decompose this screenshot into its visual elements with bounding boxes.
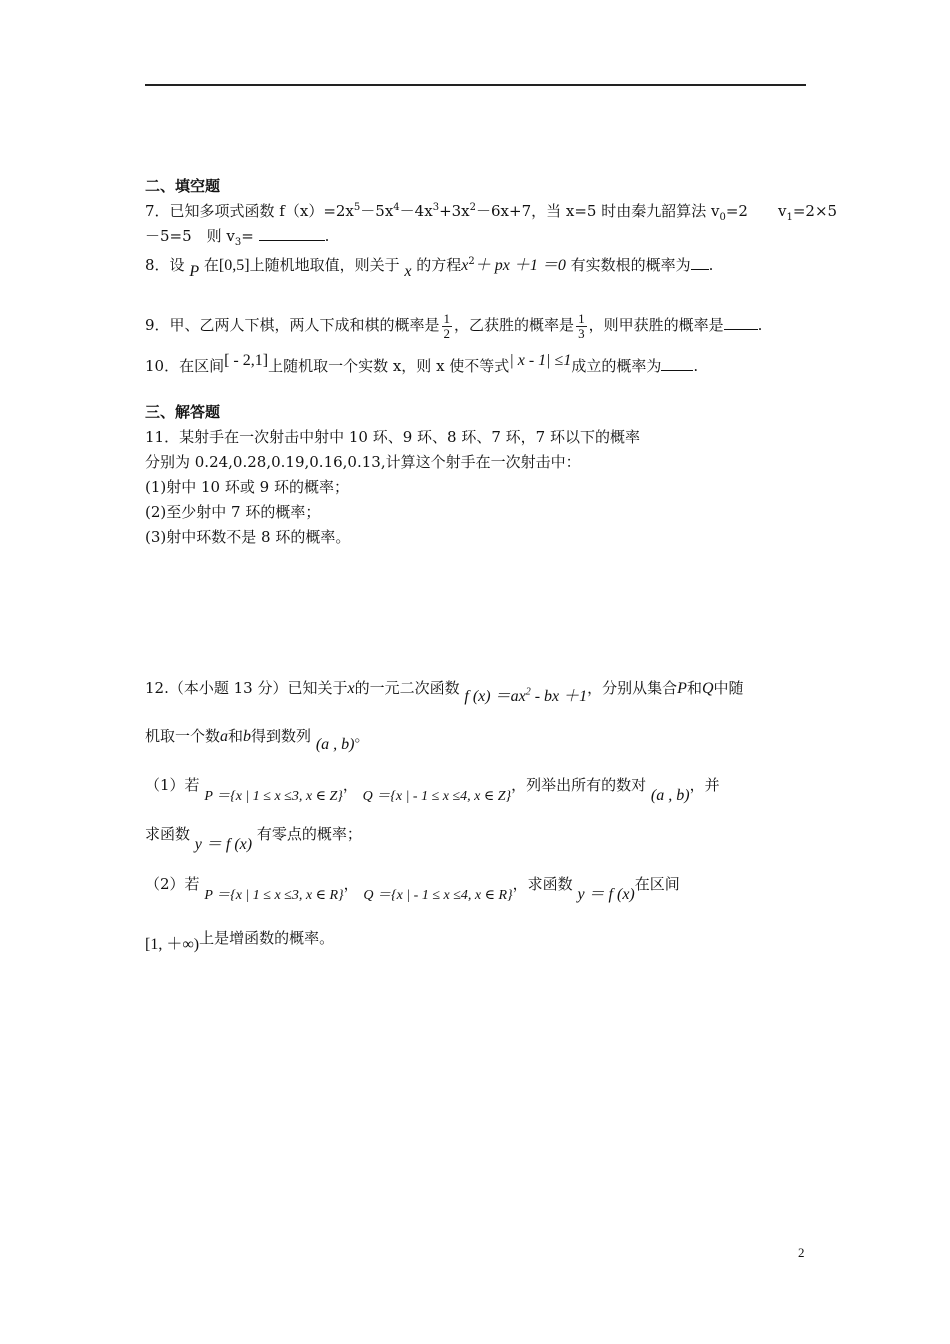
header-rule — [145, 84, 806, 86]
question-7-line-1: 7．已知多项式函数 $f(x)=2x^5-5x^4-4x^3+3x^2-6x+7$，当 x=5 时由秦九韶算法 $v_0=2$ $v_1=2\times 5$ — [145, 202, 838, 223]
question-9: 9．甲、乙两人下棋，两人下成和棋的概率是 $\frac{1}{2}$ ，乙获胜的概率是 $\frac{1}{3}$ ，则甲获胜的概率是 . — [145, 310, 763, 341]
question-10: 10．在区间[ - 2,1]上随机取一个实数 x，则 x 使不等式| x - 1| ≤1成立的概率为 . — [145, 352, 699, 375]
question-12-part-2-line-2: [1, ＋∞)上是增函数的概率。 — [145, 929, 335, 953]
page-number: 2 — [798, 1245, 805, 1260]
section-heading-fill: 二、填空题 — [145, 177, 221, 195]
question-7-line-2: －5=5 则 $v_3=$ . — [145, 227, 330, 248]
question-12-part-1-line-1: （1）若 P ＝{x | 1 ≤ x ≤3, x ∈ Z}， Q ＝{x | - 1 ≤ x ≤4, x ∈ Z}，列举出所有的数对 (a , b)，并 — [145, 776, 720, 804]
question-11-part-3: (3)射中环数不是 8 环的概率。 — [145, 528, 351, 546]
question-11-part-2: (2)至少射中 7 环的概率； — [145, 503, 321, 521]
question-11-line-2: 分别为 0.24,0.28,0.19,0.16,0.13,计算这个射手在一次射击中： — [145, 453, 581, 471]
section-heading-solve: 三、解答题 — [145, 403, 221, 421]
answer-blank-7[interactable] — [259, 226, 325, 241]
question-12-line-2: 机取一个数a和b得到数列 (a , b)。 — [145, 727, 370, 753]
question-11-part-1: (1)射中 10 环或 9 环的概率； — [145, 478, 349, 496]
question-12-line-1: 12.（本小题 13 分）已知关于x的一元二次函数 f $(x) =ax^2$ - bx ＋1，分别从集合P和Q中随 — [145, 679, 744, 705]
answer-blank-8[interactable] — [691, 255, 709, 270]
answer-blank-9[interactable] — [724, 315, 758, 330]
fraction-one-third: $\frac{1}{3}$ — [578, 310, 585, 341]
question-12-part-2-line-1: （2）若 P ＝{x | 1 ≤ x ≤3, x ∈ R}， Q ＝{x | - 1 ≤ x ≤4, x ∈ R}，求函数 y ＝ f (x)在区间 — [145, 875, 680, 903]
question-12-part-1-line-2: 求函数 y ＝ f (x) 有零点的概率； — [145, 825, 362, 853]
question-8: 8．设 P 在[0,5]上随机地取值，则关于 x 的方程$x^2+$ px ＋1 ＝0 有实数根的概率为 . — [145, 256, 714, 280]
answer-blank-10[interactable] — [661, 356, 693, 371]
question-11-line-1: 11．某射手在一次射击中射中 10 环、9 环、8 环、7 环，7 环以下的概率 — [145, 428, 640, 446]
fraction-one-half: $\frac{1}{2}$ — [443, 310, 451, 341]
